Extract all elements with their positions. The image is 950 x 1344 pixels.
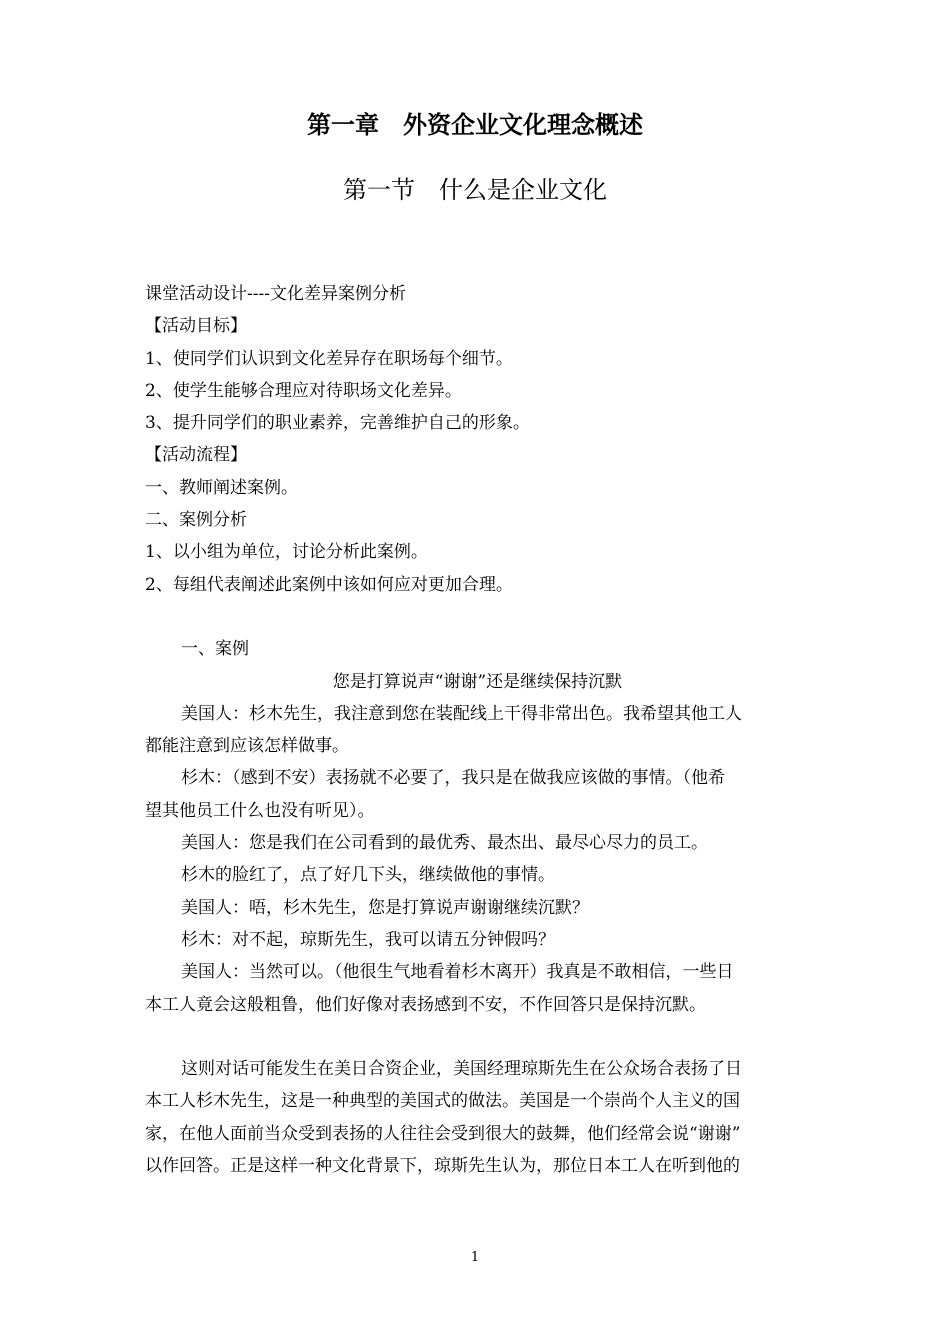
goal-item: 2、使学生能够合理应对待职场文化差异。 [145, 380, 462, 401]
dialogue-line: 都能注意到应该怎样做事。 [145, 736, 349, 757]
document-body [145, 278, 810, 1182]
chapter-title: 第一章 外资企业文化理念概述 [307, 111, 643, 139]
dialogue-line: 杉木：（感到不安）表扬就不必要了，我只是在做我应该做的事情。（他希 [181, 768, 725, 789]
dialogue-line: 本工人竟会这般粗鲁，他们好像对表扬感到不安，不作回答只是保持沉默。 [145, 994, 706, 1015]
dialogue-line: 美国人：当然可以。（他很生气地看着杉木离开）我真是不敢相信，一些日 [181, 962, 734, 983]
dialogue-line: 美国人：唔，杉木先生，您是打算说声谢谢继续沉默？ [181, 897, 589, 918]
dialogue-line: 望其他员工什么也没有听见）。 [145, 800, 375, 821]
goals-label: 【活动目标】 [145, 316, 247, 337]
dialogue-line: 美国人：您是我们在公司看到的最优秀、最杰出、最尽心尽力的员工。 [181, 833, 708, 854]
analysis-line: 以作回答。正是这样一种文化背景下，琼斯先生认为，那位日本工人在听到他的 [145, 1156, 740, 1177]
goal-item: 3、提升同学们的职业素养，完善维护自己的形象。 [145, 413, 530, 434]
dialogue-line: 杉木的脸红了，点了好几下头，继续做他的事情。 [181, 865, 555, 886]
process-label: 【活动流程】 [145, 445, 247, 466]
page-number: 1 [470, 1250, 480, 1265]
activity-heading: 课堂活动设计----文化差异案例分析 [145, 284, 406, 304]
blank-line [145, 1021, 810, 1053]
blank-line [145, 601, 810, 633]
dialogue-line: 杉木：对不起，琼斯先生，我可以请五分钟假吗？ [181, 929, 555, 950]
analysis-line: 这则对话可能发生在美日合资企业，美国经理琼斯先生在公众场合表扬了日 [181, 1059, 742, 1080]
goal-item: 1、使同学们认识到文化差异存在职场每个细节。 [145, 348, 513, 369]
process-item: 二、案例分析 [145, 510, 247, 531]
process-item: 一、教师阐述案例。 [145, 477, 298, 498]
analysis-line: 家，在他人面前当众受到表扬的人往往会受到很大的鼓舞，他们经常会说“谢谢” [145, 1123, 741, 1144]
case-label: 一、案例 [181, 639, 249, 660]
section-title: 第一节 什么是企业文化 [343, 176, 607, 204]
analysis-line: 本工人杉木先生，这是一种典型的美国式的做法。美国是一个崇尚个人主义的国 [145, 1091, 740, 1112]
dialogue-line: 美国人：杉木先生，我注意到您在装配线上干得非常出色。我希望其他工人 [181, 703, 742, 724]
process-item: 2、每组代表阐述此案例中该如何应对更加合理。 [145, 574, 513, 595]
case-title: 您是打算说声“谢谢”还是继续保持沉默 [332, 671, 623, 692]
process-item: 1、以小组为单位，讨论分析此案例。 [145, 542, 428, 563]
